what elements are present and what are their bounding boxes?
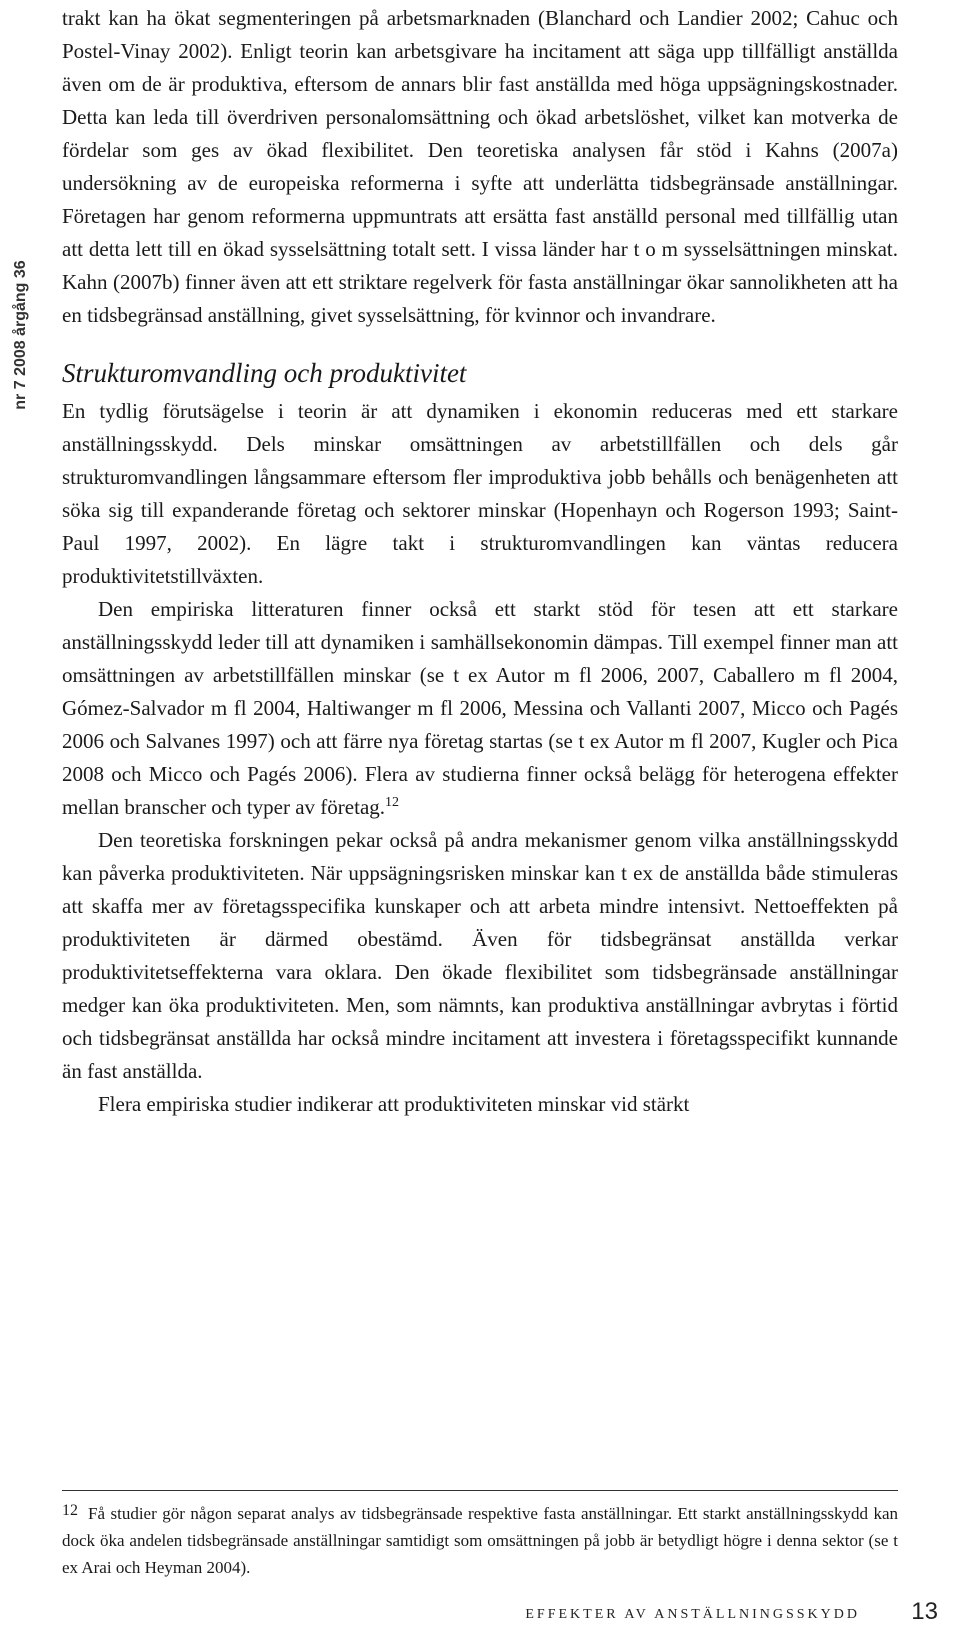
paragraph-2: En tydlig förutsägelse i teorin är att dynamiken i ekonomin reduceras med ett starkare anställningsskydd. Dels minskar omsättningen av arbetstillfällen och dels går strukturomvandlingen långsammare eftersom fler improduktiva jobb behålls och benägenheten att söka sig till expanderande företag och sektorer minskar (Hopenhayn och Rogerson 1993; Saint-Paul 1997, 2002). En lägre takt i strukturomvandlingen kan väntas reducera produktivitetstillväxten. bbox=[62, 399, 898, 588]
journal-issue-sidebar bbox=[10, 195, 32, 475]
journal-issue-label: nr 7 2008 årgång 36 bbox=[12, 260, 29, 410]
footnote-number: 12 bbox=[62, 1502, 78, 1519]
footnote-text: Få studier gör någon separat analys av tidsbegränsade respektive fasta anställningar. Ett starkt anställningsskydd kan dock öka andelen tidsbegränsade anställningar samtidigt som omsättningen på jobb är betydligt högre i denna sektor (se t ex Arai och Heyman 2004). bbox=[62, 1504, 898, 1577]
paragraph-3-text: Den empiriska litteraturen finner också ett starkt stöd för tesen att ett starkare anställningsskydd leder till att dynamiken i samhällsekonomin dämpas. Till exempel finner man att omsättningen av arbetstillfällen minskar (se t ex Autor m fl 2006, 2007, Caballero m fl 2004, Gómez-Salvador m fl 2004, Haltiwanger m fl 2006, Messina och Vallanti 2007, Micco och Pagés 2006 och Salvanes 1997) och att färre nya företag startas (se t ex Autor m fl 2007, Kugler och Pica 2008 och Micco och Pagés 2006). Flera av studierna finner också belägg för heterogena effekter mellan branscher och typer av företag. bbox=[62, 597, 898, 819]
main-text-column bbox=[62, 2, 898, 1121]
running-title: EFFEKTER AV ANSTÄLLNINGSSKYDD bbox=[525, 1607, 860, 1622]
paragraph-3 bbox=[62, 593, 898, 824]
footnote-divider bbox=[62, 1490, 898, 1491]
paragraph-5: Flera empiriska studier indikerar att produktiviteten minskar vid stärkt bbox=[98, 1092, 690, 1116]
page-number: 13 bbox=[911, 1598, 938, 1625]
paragraph-4: Den teoretiska forskningen pekar också på andra mekanismer genom vilka anställningsskydd kan påverka produktiviteten. När uppsägningsrisken minskar kan t ex de anställda både stimuleras att skaffa mer av företagsspecifika kunskaper och att arbeta mindre intensivt. Nettoeffekten på produktiviteten är därmed obestämd. Även för tidsbegränsat anställda verkar produktivitetseffekterna vara oklara. Den ökade flexibilitet som tidsbegränsade anställningar medger kan öka produktiviteten. Men, som nämnts, kan produktiva anställningar avbrytas i förtid och tidsbegränsat anställda har också mindre incitament att investera i företagsspecifikt kunnande än fast anställda. bbox=[62, 828, 898, 1083]
footnote-reference[interactable]: 12 bbox=[385, 795, 400, 810]
paragraph-1: trakt kan ha ökat segmenteringen på arbetsmarknaden (Blanchard och Landier 2002; Cahuc och Postel-Vinay 2002). Enligt teorin kan arbetsgivare ha incitament att säga upp tillfälligt anställda även om de är produktiva, eftersom de annars blir fast anställda med höga uppsägningskostnader. Detta kan leda till överdriven personalomsättning och ökad arbetslöshet, vilket kan motverka de fördelar som ges av ökad flexibilitet. Den teoretiska analysen får stöd i Kahns (2007a) undersökning av de europeiska reformerna i syfte att underlätta tidsbegränsade anställningar. Företagen har genom reformerna uppmuntrats att ersätta fast anställd personal med tillfällig utan att detta lett till en ökad sysselsättning totalt sett. I vissa länder har t o m sysselsättningen minskat. Kahn (2007b) finner även att ett striktare regelverk för fasta anställningar ökar sannolikheten att ha en tidsbegränsad anställning, givet sysselsättning, för kvinnor och invandrare. bbox=[62, 6, 898, 327]
footnote bbox=[62, 1500, 898, 1581]
section-heading: Strukturomvandling och produktivitet bbox=[62, 358, 467, 388]
